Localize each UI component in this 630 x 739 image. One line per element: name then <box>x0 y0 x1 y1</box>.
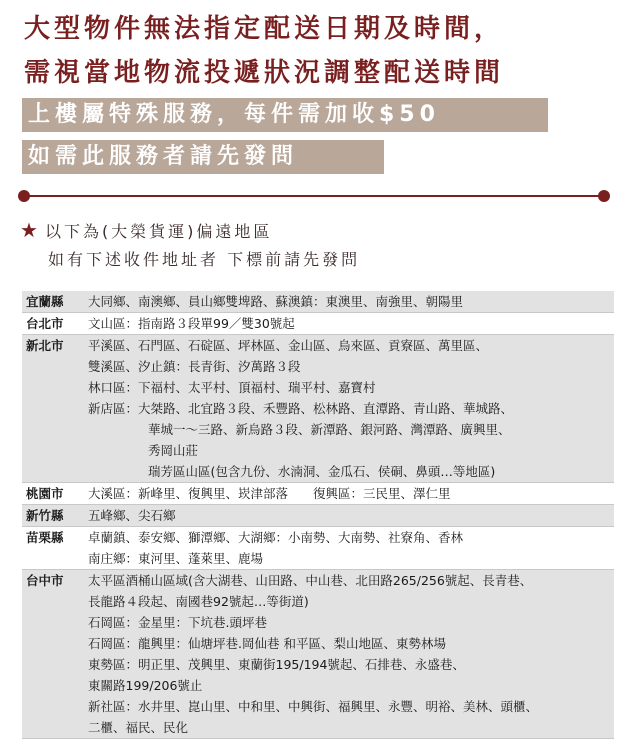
county-name: 台北市 <box>26 316 64 331</box>
area-line: 二櫃、福民、民化 <box>88 720 189 735</box>
area-line: 林口區：下福村、太平村、頂福村、瑞平村、嘉寶村 <box>88 380 376 395</box>
county-name: 新北市 <box>26 338 64 353</box>
remote-area-title: 以下為(大榮貨運)偏遠地區 <box>44 222 273 241</box>
remote-area-instruction: 如有下述收件地址者 下標前請先發問 <box>48 250 361 269</box>
area-line: 平溪區、石門區、石碇區、坪林區、金山區、烏來區、貢寮區、萬里區、 <box>88 338 489 353</box>
area-line: 長龍路４段起、南國巷92號起…等街道) <box>88 594 309 609</box>
county-name: 苗栗縣 <box>26 530 64 545</box>
area-details <box>88 483 614 504</box>
area-details <box>88 527 614 569</box>
area-line: 瑞芳區山區(包含九份、水湳洞、金瓜石、侯硐、鼻頭…等地區) <box>148 464 496 479</box>
area-line: 東勢區：明正里、茂興里、東蘭街195/194號起、石排巷、永盛巷、 <box>88 657 465 672</box>
inquiry-banner: 如需此服務者請先發問 <box>22 140 384 174</box>
area-line: 大溪區：新峰里、復興里、崁津部落 復興區：三民里、澤仁里 <box>88 486 451 501</box>
county-name: 台中市 <box>26 573 64 588</box>
county-name: 宜蘭縣 <box>26 294 64 309</box>
remote-area-table <box>22 291 614 739</box>
area-line: 石岡區：龍興里：仙塘坪巷.岡仙巷 和平區、梨山地區、東勢林場 <box>88 636 446 651</box>
remote-area-heading <box>20 218 272 242</box>
area-details <box>88 335 614 482</box>
area-details <box>88 570 614 738</box>
area-line: 五峰鄉、尖石鄉 <box>88 508 176 523</box>
area-line: 東關路199/206號止 <box>88 678 203 693</box>
table-row <box>22 527 614 570</box>
area-line: 文山區：指南路３段單99／雙30號起 <box>88 316 295 331</box>
table-row <box>22 313 614 335</box>
area-line: 石岡區：金星里：下坑巷.頭坪巷 <box>88 615 267 630</box>
area-line: 南庄鄉：東河里、蓬萊里、鹿場 <box>88 551 264 566</box>
table-row <box>22 335 614 483</box>
area-line: 新社區：水井里、崑山里、中和里、中興街、福興里、永豐、明裕、美林、頭櫃、 <box>88 699 539 714</box>
area-line: 秀岡山莊 <box>148 443 199 458</box>
county-name: 新竹縣 <box>26 508 64 523</box>
area-line: 卓蘭鎮、泰安鄉、獅潭鄉、大湖鄉：小南勢、大南勢、社寮角、香林 <box>88 530 464 545</box>
header-line-1: 大型物件無法指定配送日期及時間， <box>24 14 505 44</box>
area-line: 大同鄉、南澳鄉、員山鄉雙埤路、蘇澳鎮：東澳里、南強里、朝陽里 <box>88 294 464 309</box>
area-line: 華城一～三路、新烏路３段、新潭路、銀河路、灣潭路、廣興里、 <box>148 422 511 437</box>
star-icon: ★ <box>20 218 41 242</box>
divider-dot-left <box>18 190 30 202</box>
divider-dot-right <box>598 190 610 202</box>
divider-line <box>24 195 604 197</box>
county-name: 桃園市 <box>26 486 64 501</box>
area-details <box>88 505 614 526</box>
header-line-2: 需視當地物流投遞狀況調整配送時間 <box>24 58 505 88</box>
table-row <box>22 505 614 527</box>
table-row <box>22 483 614 505</box>
area-line: 新店區：大桀路、北宜路３段、禾豐路、松林路、直潭路、青山路、華城路、 <box>88 401 514 416</box>
area-line: 雙溪區、汐止鎮：長青街、汐萬路３段 <box>88 359 301 374</box>
table-row <box>22 570 614 739</box>
area-line: 太平區酒桶山區域(含大湖巷、山田路、中山巷、北田路265/256號起、長青巷、 <box>88 573 533 588</box>
area-details <box>88 291 614 312</box>
surcharge-banner: 上樓屬特殊服務，每件需加收$50 <box>22 98 548 132</box>
table-row <box>22 291 614 313</box>
area-details <box>88 313 614 334</box>
